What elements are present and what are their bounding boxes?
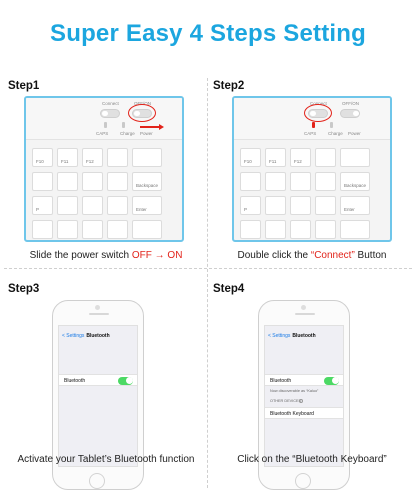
key [107,172,128,191]
other-devices-header: OTHER DEVICES [270,399,302,403]
caps-label: CAPS [96,131,109,136]
step4-caption: Click on the “Bluetooth Keyboard” [237,454,387,465]
key: F10 [32,148,53,167]
enter-key: Enter [132,196,162,215]
key [315,196,336,215]
nav-title: Bluetooth [86,333,110,339]
backspace-key: Backspace [340,172,370,191]
key [240,220,261,239]
key [340,220,370,239]
key [340,148,370,167]
charge-led [122,122,125,128]
key-row-1 [32,148,162,167]
power-label: Power [140,131,153,136]
step1-caption: Slide the power switch OFF → ON [29,250,183,261]
backspace-key: Backspace [132,172,162,191]
charge-led [330,122,333,128]
page-title: Super Easy 4 Steps Setting [50,20,366,47]
onoff-label: OFF/ON [342,101,359,106]
key-row-4 [32,220,162,239]
key-row-3 [240,196,370,215]
searching-spinner-icon [299,399,303,403]
key [290,220,311,239]
device-label: Bluetooth Keyboard [270,411,314,417]
key [82,196,103,215]
phone-screen [264,325,344,467]
horizontal-divider [4,268,412,269]
bluetooth-row-label: Bluetooth [64,378,86,384]
key [82,172,103,191]
key: F11 [57,148,78,167]
step3-caption: Activate your Tablet’s Bluetooth function [17,454,195,465]
settings-back-link: < Settings [268,333,291,339]
step2-keyboard-image [232,96,392,242]
key-row-4 [240,220,370,239]
key: F10 [240,148,261,167]
step1-keyboard-image [24,96,184,242]
home-button [295,473,311,489]
key [265,220,286,239]
key [32,220,53,239]
discoverable-note: Now discoverable as “Kaluo” [270,389,319,393]
step2-caption: Double click the “Connect” Button [237,250,387,261]
speaker-icon [295,313,315,315]
camera-icon [95,305,100,310]
key [290,172,311,191]
connect-button-highlight [304,104,332,122]
key: F12 [82,148,103,167]
caps-led [104,122,107,128]
step3-label: Step3 [8,283,40,295]
keyboard-top-panel [26,98,182,140]
connect-button [100,109,120,118]
power-switch [340,109,360,118]
nav-title: Bluetooth [292,333,316,339]
key [107,148,128,167]
key [315,220,336,239]
key [57,196,78,215]
phone-screen [58,325,138,467]
key [107,196,128,215]
key [240,172,261,191]
key [265,196,286,215]
step4-label: Step4 [213,283,245,295]
enter-key: Enter [340,196,370,215]
key [57,172,78,191]
connect-label: Connect [310,101,327,106]
key-row-2 [32,172,162,191]
caps-led [312,122,315,128]
bluetooth-toggle [118,377,133,385]
nav-bar [265,330,343,344]
keyboard-top-panel [234,98,390,140]
slide-arrow-head [159,124,164,130]
bluetooth-row-label: Bluetooth [270,378,292,384]
onoff-label: OFF/ON [134,101,151,106]
bluetooth-row [265,374,343,386]
power-label: Power [348,131,361,136]
key: F12 [290,148,311,167]
key [107,220,128,239]
charge-label: Charge [120,131,135,136]
home-button [89,473,105,489]
slide-arrow [140,126,160,128]
key [82,220,103,239]
connect-label: Connect [102,101,119,106]
speaker-icon [89,313,109,315]
key: P [32,196,53,215]
step1-label: Step1 [8,80,40,92]
key [32,172,53,191]
key [57,220,78,239]
nav-bar [59,330,137,344]
bluetooth-keyboard-device-row [265,407,343,419]
step2-label: Step2 [213,80,245,92]
caps-label: CAPS [304,131,317,136]
camera-icon [301,305,306,310]
settings-back-link: < Settings [62,333,85,339]
vertical-divider [207,78,208,488]
bluetooth-row [59,374,137,386]
charge-label: Charge [328,131,343,136]
bluetooth-toggle [324,377,339,385]
key [315,148,336,167]
key: F11 [265,148,286,167]
key [315,172,336,191]
key [132,220,162,239]
key-row-1 [240,148,370,167]
key: P [240,196,261,215]
key [265,172,286,191]
key [290,196,311,215]
power-switch-highlight [128,104,156,122]
key-row-2 [240,172,370,191]
key-row-3 [32,196,162,215]
key [132,148,162,167]
